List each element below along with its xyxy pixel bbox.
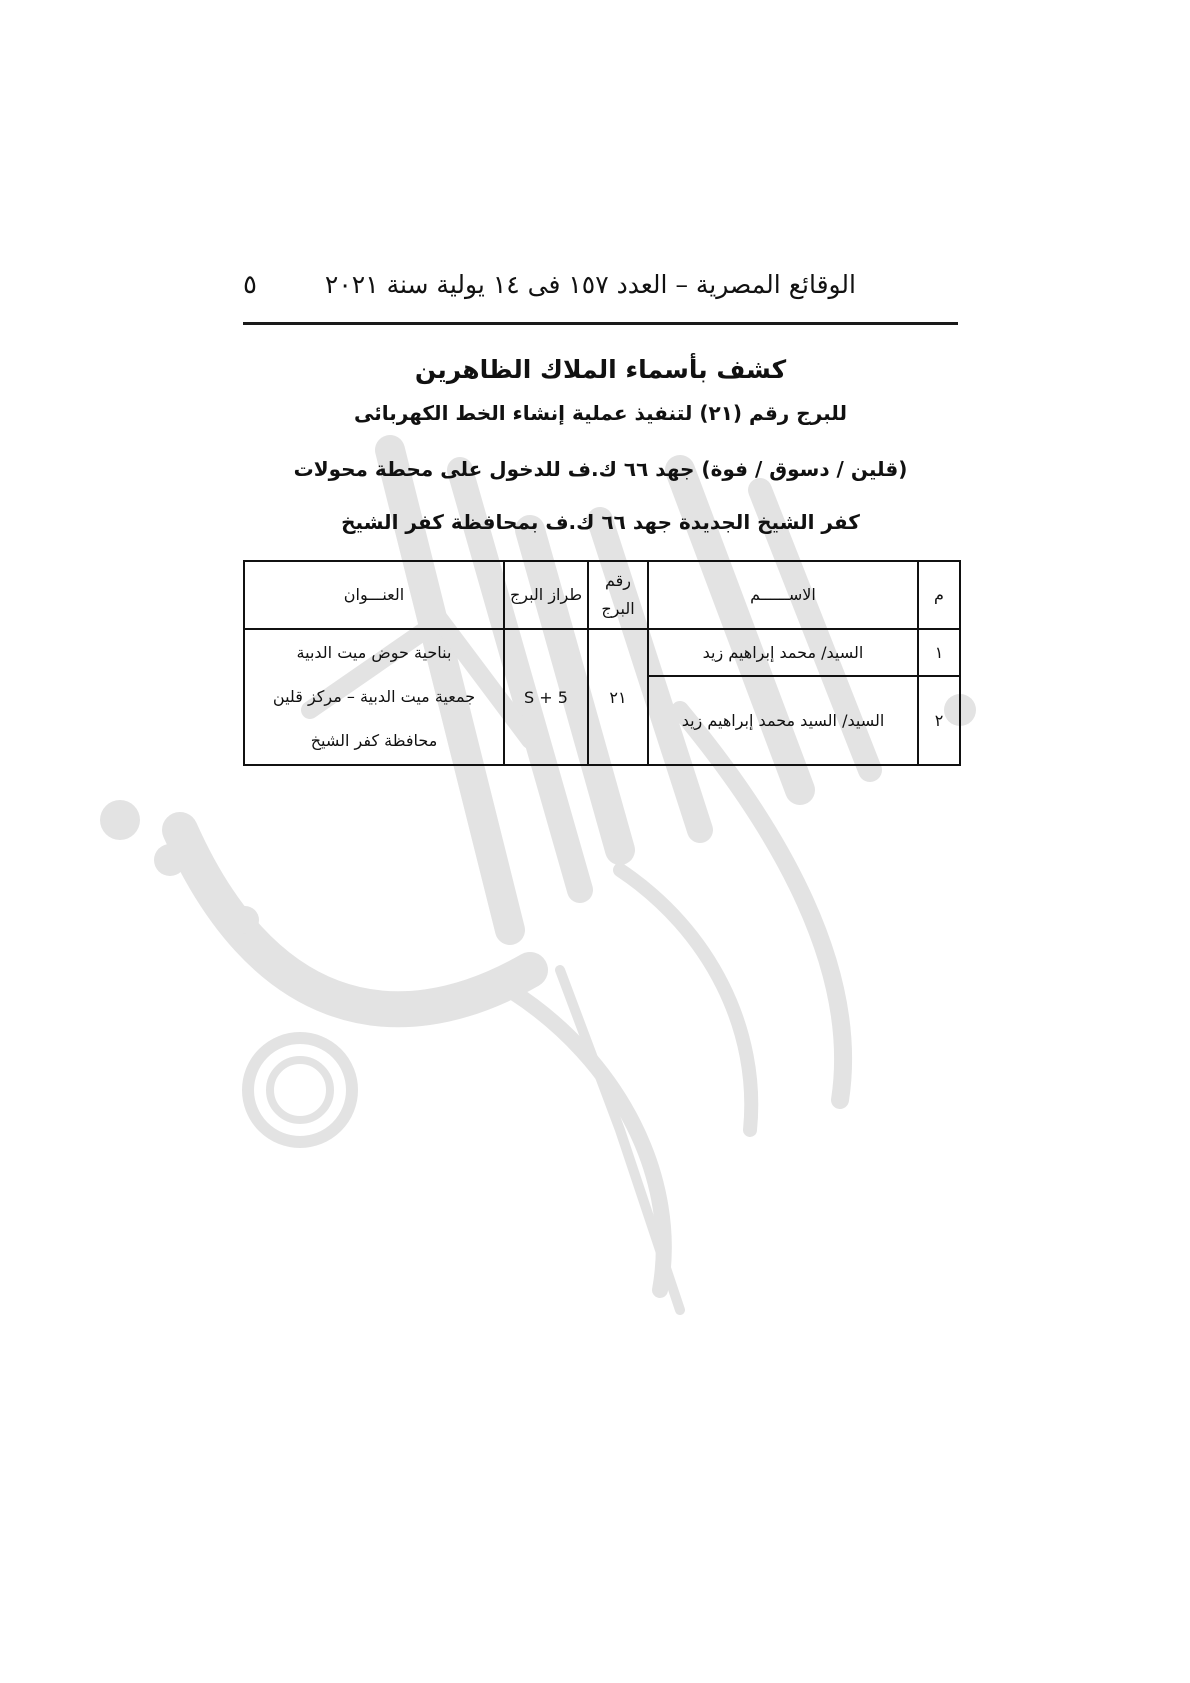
header-name: الاســــــم [648,561,918,629]
document-heading: كشف بأسماء الملاك الظاهرين [414,355,787,384]
subheading-line-1: للبرج رقم (٢١) لتنفيذ عملية إنشاء الخط الكهربائى [354,401,847,425]
address-line: بناحية حوض ميت الدبية [296,643,452,662]
address-line: محافظة كفر الشيخ [310,731,438,750]
row-index: ١ [918,629,960,676]
subheading-line-2: (قلين / دسوق / فوة) جهد ٦٦ ك.ف للدخول على محطة محولات [293,457,908,481]
subheading-line-3: كفر الشيخ الجديدة جهد ٦٦ ك.ف بمحافظة كفر الشيخ [341,510,860,534]
tower-type-value: S + 5 [524,687,568,707]
row-index: ٢ [918,676,960,765]
owner-name: السيد/ السيد محمد إبراهيم زيد [648,676,918,765]
header-tower-type: طراز البرج [504,561,588,629]
header-index: م [918,561,960,629]
watermark-emblem [60,410,1060,1370]
table-header-row [244,561,960,629]
header-tower-number: رقم البرج [588,561,648,629]
tower-type [504,629,588,765]
header-address: العنـــوان [244,561,504,629]
address-line: جمعية ميت الدبية – مركز قلين [272,687,476,706]
owner-address [244,629,504,765]
page-number: ٥ [243,270,257,300]
gazette-issue-title: الوقائع المصرية – العدد ١٥٧ فى ١٤ يولية سنة ٢٠٢١ [324,270,856,299]
header-divider [243,322,958,325]
page-header [243,270,958,306]
owner-name: السيد/ محمد إبراهيم زيد [648,629,918,676]
table-row [244,629,960,676]
tower-number: ٢١ [588,629,648,765]
owners-table [243,560,961,766]
